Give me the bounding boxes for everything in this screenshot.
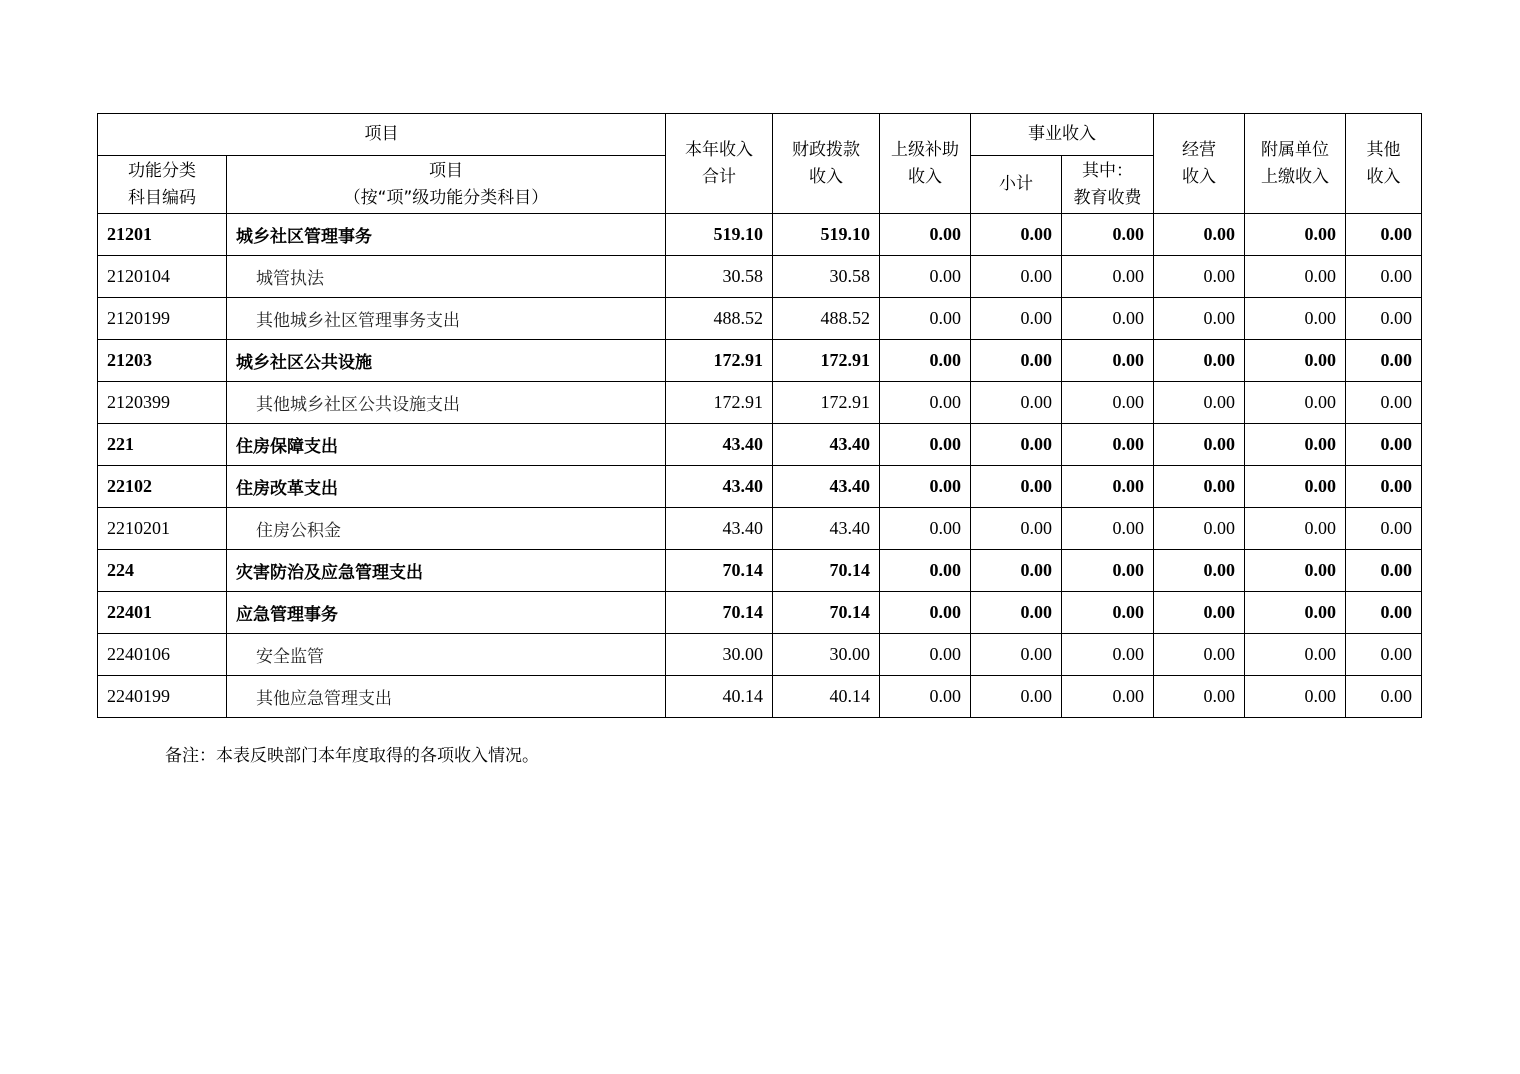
row-value: 0.00 xyxy=(1245,634,1346,676)
row-value: 30.00 xyxy=(773,634,880,676)
row-value: 0.00 xyxy=(1154,592,1245,634)
row-value: 0.00 xyxy=(1245,550,1346,592)
row-value: 0.00 xyxy=(1346,214,1422,256)
header-total: 本年收入 合计 xyxy=(666,114,773,214)
header-superior: 上级补助 收入 xyxy=(880,114,971,214)
row-value: 43.40 xyxy=(773,466,880,508)
table-row xyxy=(98,424,1422,466)
table-row xyxy=(98,382,1422,424)
row-value: 40.14 xyxy=(773,676,880,718)
row-value: 0.00 xyxy=(971,676,1062,718)
row-name: 城管执法 xyxy=(227,256,666,298)
row-value: 0.00 xyxy=(1154,466,1245,508)
row-value: 70.14 xyxy=(773,592,880,634)
table-row xyxy=(98,634,1422,676)
row-name: 住房公积金 xyxy=(227,508,666,550)
row-value: 0.00 xyxy=(971,634,1062,676)
table-row xyxy=(98,676,1422,718)
row-value: 488.52 xyxy=(773,298,880,340)
row-name: 其他应急管理支出 xyxy=(227,676,666,718)
row-value: 0.00 xyxy=(1062,424,1154,466)
row-value: 172.91 xyxy=(666,382,773,424)
row-name: 城乡社区管理事务 xyxy=(227,214,666,256)
row-value: 0.00 xyxy=(971,214,1062,256)
row-value: 40.14 xyxy=(666,676,773,718)
table-row xyxy=(98,466,1422,508)
row-code: 2240106 xyxy=(98,634,227,676)
row-value: 0.00 xyxy=(971,298,1062,340)
row-value: 0.00 xyxy=(1062,298,1154,340)
row-value: 30.58 xyxy=(666,256,773,298)
row-value: 0.00 xyxy=(1245,340,1346,382)
row-value: 0.00 xyxy=(1154,634,1245,676)
row-value: 0.00 xyxy=(1062,592,1154,634)
row-value: 0.00 xyxy=(880,508,971,550)
row-value: 0.00 xyxy=(880,676,971,718)
row-name: 其他城乡社区公共设施支出 xyxy=(227,382,666,424)
row-value: 172.91 xyxy=(773,340,880,382)
row-value: 519.10 xyxy=(666,214,773,256)
row-value: 0.00 xyxy=(1154,340,1245,382)
header-operating: 经营 收入 xyxy=(1154,114,1245,214)
row-value: 0.00 xyxy=(1154,256,1245,298)
row-code: 2240199 xyxy=(98,676,227,718)
row-value: 0.00 xyxy=(1346,634,1422,676)
row-value: 0.00 xyxy=(1062,214,1154,256)
row-name: 安全监管 xyxy=(227,634,666,676)
table-row xyxy=(98,256,1422,298)
row-value: 0.00 xyxy=(880,214,971,256)
header-item-group: 项目 xyxy=(98,114,666,156)
row-value: 0.00 xyxy=(1245,424,1346,466)
row-value: 0.00 xyxy=(1062,256,1154,298)
row-name: 应急管理事务 xyxy=(227,592,666,634)
row-value: 43.40 xyxy=(666,508,773,550)
row-value: 0.00 xyxy=(1062,382,1154,424)
row-value: 0.00 xyxy=(1245,508,1346,550)
row-code: 22102 xyxy=(98,466,227,508)
income-table xyxy=(97,113,1422,718)
row-value: 0.00 xyxy=(1062,340,1154,382)
row-value: 0.00 xyxy=(971,424,1062,466)
row-value: 0.00 xyxy=(880,256,971,298)
row-value: 0.00 xyxy=(971,466,1062,508)
row-name: 灾害防治及应急管理支出 xyxy=(227,550,666,592)
row-value: 0.00 xyxy=(1245,592,1346,634)
row-code: 2210201 xyxy=(98,508,227,550)
table-row xyxy=(98,592,1422,634)
row-value: 0.00 xyxy=(880,592,971,634)
header-fiscal: 财政拨款 收入 xyxy=(773,114,880,214)
row-value: 0.00 xyxy=(1154,508,1245,550)
row-value: 0.00 xyxy=(1346,550,1422,592)
row-value: 43.40 xyxy=(773,424,880,466)
row-value: 0.00 xyxy=(880,382,971,424)
row-value: 0.00 xyxy=(1154,550,1245,592)
row-value: 0.00 xyxy=(971,256,1062,298)
header-name-col: 项目 （按“项”级功能分类科目） xyxy=(227,156,666,214)
row-value: 0.00 xyxy=(1245,382,1346,424)
row-value: 0.00 xyxy=(1346,424,1422,466)
row-value: 0.00 xyxy=(1346,466,1422,508)
header-subtotal: 小计 xyxy=(971,156,1062,214)
row-value: 0.00 xyxy=(1346,592,1422,634)
row-value: 43.40 xyxy=(773,508,880,550)
row-value: 0.00 xyxy=(1245,466,1346,508)
row-code: 2120199 xyxy=(98,298,227,340)
table-row xyxy=(98,550,1422,592)
row-value: 0.00 xyxy=(880,634,971,676)
row-value: 0.00 xyxy=(1154,676,1245,718)
row-value: 0.00 xyxy=(1346,256,1422,298)
row-value: 0.00 xyxy=(1245,676,1346,718)
row-code: 224 xyxy=(98,550,227,592)
table-row xyxy=(98,340,1422,382)
row-value: 0.00 xyxy=(1062,466,1154,508)
row-code: 21201 xyxy=(98,214,227,256)
row-value: 0.00 xyxy=(971,550,1062,592)
header-row-1 xyxy=(98,114,1422,156)
row-value: 0.00 xyxy=(880,424,971,466)
row-value: 0.00 xyxy=(1346,382,1422,424)
row-code: 221 xyxy=(98,424,227,466)
row-value: 0.00 xyxy=(1154,298,1245,340)
row-value: 0.00 xyxy=(971,508,1062,550)
row-code: 21203 xyxy=(98,340,227,382)
row-value: 172.91 xyxy=(773,382,880,424)
row-value: 0.00 xyxy=(971,340,1062,382)
row-value: 0.00 xyxy=(1062,550,1154,592)
row-name: 其他城乡社区管理事务支出 xyxy=(227,298,666,340)
row-value: 70.14 xyxy=(666,550,773,592)
row-value: 0.00 xyxy=(880,340,971,382)
row-value: 0.00 xyxy=(1245,256,1346,298)
row-value: 30.58 xyxy=(773,256,880,298)
row-name: 城乡社区公共设施 xyxy=(227,340,666,382)
row-value: 488.52 xyxy=(666,298,773,340)
row-value: 0.00 xyxy=(971,382,1062,424)
row-value: 172.91 xyxy=(666,340,773,382)
row-value: 519.10 xyxy=(773,214,880,256)
header-other: 其他 收入 xyxy=(1346,114,1422,214)
row-value: 0.00 xyxy=(1245,298,1346,340)
row-value: 70.14 xyxy=(666,592,773,634)
row-value: 43.40 xyxy=(666,466,773,508)
row-code: 2120104 xyxy=(98,256,227,298)
table-row xyxy=(98,298,1422,340)
row-value: 0.00 xyxy=(1346,508,1422,550)
header-edu: 其中： 教育收费 xyxy=(1062,156,1154,214)
row-value: 0.00 xyxy=(1062,634,1154,676)
row-value: 0.00 xyxy=(1154,214,1245,256)
row-name: 住房保障支出 xyxy=(227,424,666,466)
row-value: 0.00 xyxy=(880,298,971,340)
header-affiliated: 附属单位 上缴收入 xyxy=(1245,114,1346,214)
row-value: 0.00 xyxy=(1346,298,1422,340)
row-value: 0.00 xyxy=(1346,676,1422,718)
row-name: 住房改革支出 xyxy=(227,466,666,508)
row-value: 0.00 xyxy=(880,550,971,592)
row-value: 70.14 xyxy=(773,550,880,592)
row-value: 0.00 xyxy=(1062,676,1154,718)
row-value: 0.00 xyxy=(1062,508,1154,550)
row-code: 2120399 xyxy=(98,382,227,424)
header-business-group: 事业收入 xyxy=(971,114,1154,156)
row-value: 43.40 xyxy=(666,424,773,466)
row-value: 0.00 xyxy=(1245,214,1346,256)
row-value: 0.00 xyxy=(880,466,971,508)
table-row xyxy=(98,214,1422,256)
table-row xyxy=(98,508,1422,550)
header-code-col: 功能分类 科目编码 xyxy=(98,156,227,214)
table-note: 备注：本表反映部门本年度取得的各项收入情况。 xyxy=(165,746,539,766)
row-value: 0.00 xyxy=(1346,340,1422,382)
row-value: 0.00 xyxy=(971,592,1062,634)
row-value: 0.00 xyxy=(1154,382,1245,424)
row-value: 30.00 xyxy=(666,634,773,676)
row-code: 22401 xyxy=(98,592,227,634)
row-value: 0.00 xyxy=(1154,424,1245,466)
